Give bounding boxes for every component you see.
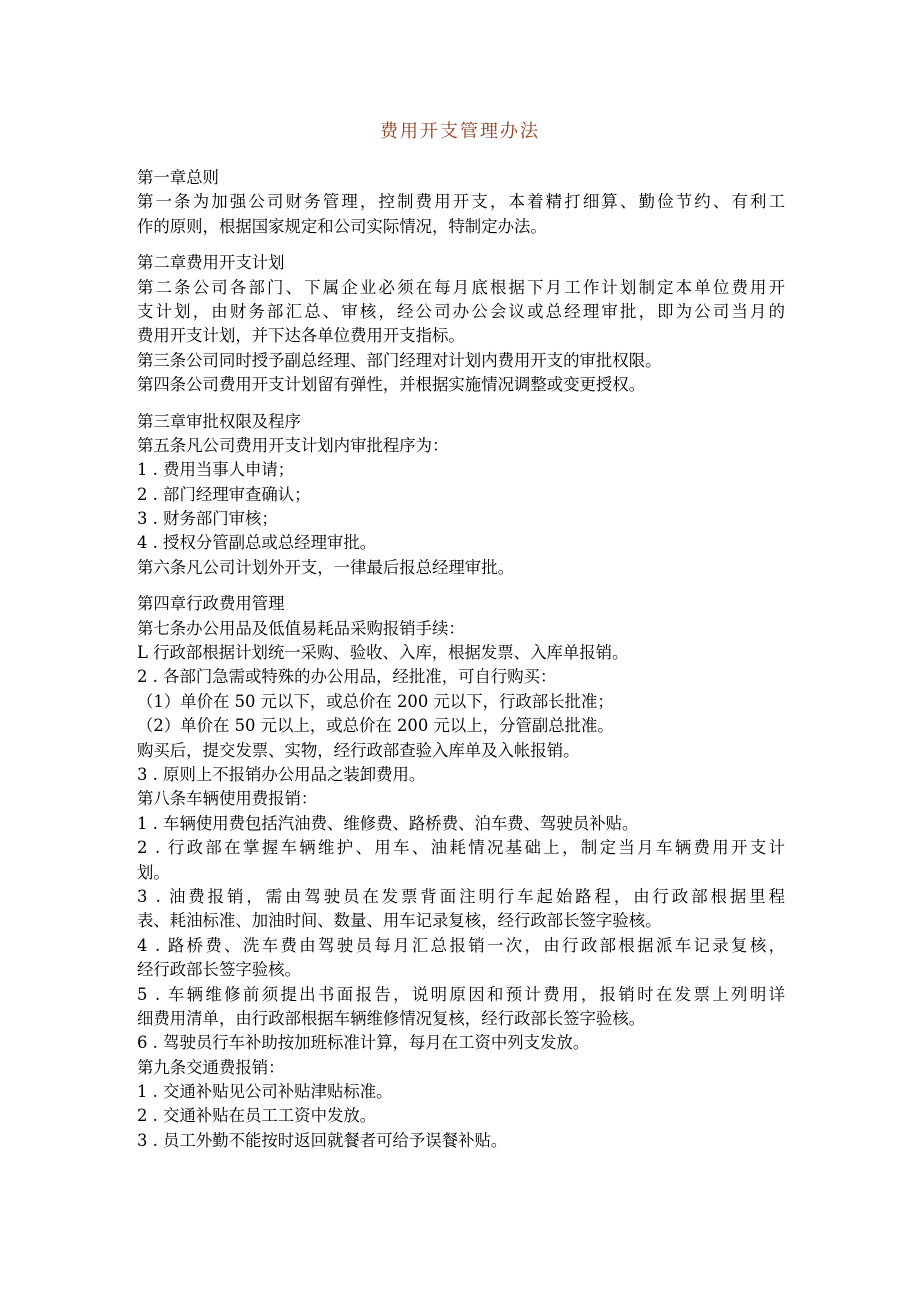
list-item: 2 . 行政部在掌握车辆维护、用车、油耗情况基础上，制定当月车辆费用开支计 [137,838,785,858]
list-item: 2 . 交通补贴在员工工资中发放。 [137,1106,377,1126]
paragraph-line: 第二条公司各部门、下属企业必须在每月底根据下月工作计划制定本单位费用开 [137,277,785,297]
paragraph-line: 支计划，由财务部汇总、审核，经公司办公会议或总经理审批，即为公司当月的 [137,301,785,321]
document-title: 费用开支管理办法 [380,121,540,142]
list-item: 1 . 车辆使用费包括汽油费、维修费、路桥费、泊车费、驾驶员补贴。 [137,813,639,833]
chapter-heading: 第一章总则 [137,168,219,187]
paragraph-line: 费用开支计划，并下达各单位费用开支指标。 [137,326,465,346]
list-item: 4 . 路桥费、洗车费由驾驶员每月汇总报销一次，由行政部根据派车记录复核， [137,935,785,955]
list-item: 1 . 交通补贴见公司补贴津贴标准。 [137,1082,393,1102]
paragraph-line: 第五条凡公司费用开支计划内审批程序为： [137,435,449,455]
paragraph-line: 第四条公司费用开支计划留有弹性，并根据实施情况调整或变更授权。 [137,375,646,395]
paragraph-line: 第七条办公用品及低值易耗品采购报销手续： [137,618,465,638]
list-item-continued: 细费用清单，由行政部根据车辆维修情况复核，经行政部长签字验核。 [137,1008,646,1028]
list-item: L 行政部根据计划统一采购、验收、入库，根据发票、入库单报销。 [137,643,629,663]
paragraph-gap [137,398,785,410]
list-item: 3 . 油费报销，需由驾驶员在发票背面注明行车起始路程，由行政部根据里程 [137,886,785,906]
chapter-heading: 第四章行政费用管理 [137,594,285,614]
paragraph-line: 购买后，提交发票、实物，经行政部查验入库单及入帐报销。 [137,740,580,760]
paragraph-gap [137,580,785,592]
list-item: 2 . 各部门急需或特殊的办公用品，经批准，可自行购买： [137,667,557,687]
list-item: 3 . 员工外勤不能按时返回就餐者可给予误餐补贴。 [137,1130,508,1150]
paragraph-line: 第三条公司同时授予副总经理、部门经理对计划内费用开支的审批权限。 [137,350,662,370]
paragraph-line: 第一条为加强公司财务管理，控制费用开支，本着精打细算、勤俭节约、有利工 [137,192,785,212]
paragraph-line: 作的原则，根据国家规定和公司实际情况，特制定办法。 [137,216,547,236]
chapter-heading: 第二章费用开支计划 [137,253,285,273]
paragraph-gap [137,239,785,251]
list-item: 3 . 原则上不报销办公用品之装卸费用。 [137,764,426,784]
chapter-heading: 第三章审批权限及程序 [137,411,301,431]
list-item-continued: 经行政部长签字验核。 [137,960,301,980]
list-item-continued: 表、耗油标准、加油时间、数量、用车记录复核，经行政部长签字验核。 [137,911,662,931]
list-item: 3 . 财务部门审核； [137,509,278,529]
list-item: 4 . 授权分管副总或总经理审批。 [137,533,377,553]
paragraph-line: 第六条凡公司计划外开支，一律最后报总经理审批。 [137,557,514,577]
list-item: 1 . 费用当事人申请； [137,460,295,480]
document-body [137,166,785,1153]
sub-list-item: （2）单价在 50 元以上，或总价在 200 元以上，分管副总批准。 [137,716,614,736]
paragraph-line: 第九条交通费报销： [137,1057,285,1077]
list-item: 6 . 驾驶员行车补助按加班标准计算，每月在工资中列支发放。 [137,1033,590,1053]
list-item: 2 . 部门经理审查确认； [137,484,311,504]
list-item-continued: 划。 [137,862,170,882]
paragraph-line: 第八条车辆使用费报销： [137,789,318,809]
list-item: 5 . 车辆维修前须提出书面报告，说明原因和预计费用，报销时在发票上列明详 [137,984,785,1004]
sub-list-item: （1）单价在 50 元以下，或总价在 200 元以下，行政部长批准； [137,691,614,711]
